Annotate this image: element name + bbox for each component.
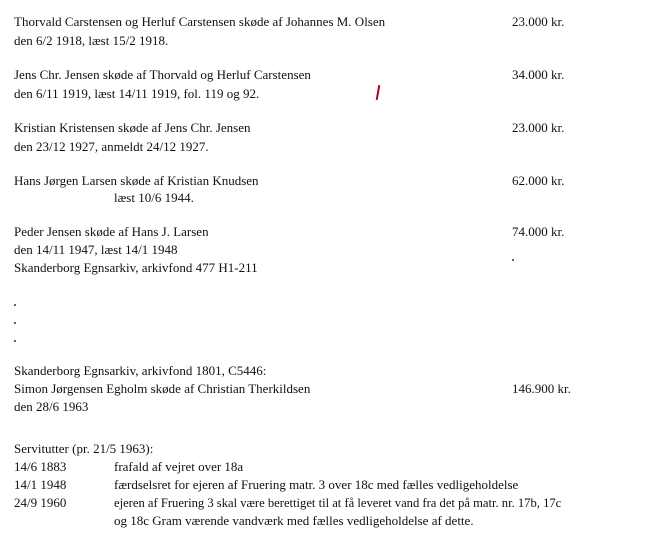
entry-2-amount: 34.000 kr. [512,67,565,82]
handwritten-tick-mark [376,85,381,100]
entry-5-line-1: Peder Jensen skøde af Hans J. Larsen [14,224,209,239]
entry-3-amount: 23.000 kr. [512,120,565,135]
servitut-1-date: 14/6 1883 [14,459,67,474]
servitut-1-text: frafald af vejret over 18a [114,459,244,474]
entry-5-line-2: den 14/11 1947, læst 14/1 1948 [14,242,178,257]
servitut-2-text: færdselsret for ejeren af Fruering matr. 3 over 18c med fælles vedligeholdelse [114,477,519,492]
entry-3-line-1: Kristian Kristensen skøde af Jens Chr. Jensen [14,120,251,135]
ellipsis-dot [14,304,16,306]
entry-4-line-1: Hans Jørgen Larsen skøde af Kristian Knudsen [14,173,259,188]
entry-6-line-3: den 28/6 1963 [14,399,89,414]
entry-4-line-2: læst 10/6 1944. [114,190,194,205]
entry-1-line-2: den 6/2 1918, læst 15/2 1918. [14,33,169,48]
entry-5-amount: 74.000 kr. [512,224,565,239]
entry-6-amount: 146.900 kr. [512,381,571,396]
servitut-3-date: 24/9 1960 [14,495,67,510]
entry-2-line-2: den 6/11 1919, læst 14/11 1919, fol. 119 og 92. [14,86,260,101]
entry-6-line-1: Skanderborg Egnsarkiv, arkivfond 1801, C5446: [14,363,267,378]
servitut-3-text-line-1: ejeren af Fruering 3 skal være berettiget til at få leveret vand fra det på matr. nr. 17b, 17c [114,496,562,510]
entry-3-line-2: den 23/12 1927, anmeldt 24/12 1927. [14,139,209,154]
entry-5-line-3: Skanderborg Egnsarkiv, arkivfond 477 H1-211 [14,260,258,275]
servitut-2-date: 14/1 1948 [14,477,67,492]
entry-1-line-1: Thorvald Carstensen og Herluf Carstensen skøde af Johannes M. Olsen [14,14,386,29]
entry-1-amount: 23.000 kr. [512,14,565,29]
ellipsis-dot [14,340,16,342]
ellipsis-dot [14,322,16,324]
entry-4-amount: 62.000 kr. [512,173,565,188]
servitutter-heading: Servitutter (pr. 21/5 1963): [14,441,154,456]
scan-dot [512,259,514,261]
entry-6-line-2: Simon Jørgensen Egholm skøde af Christian Therkildsen [14,381,311,396]
entry-2-line-1: Jens Chr. Jensen skøde af Thorvald og Herluf Carstensen [14,67,311,82]
servitut-3-text-line-2: og 18c Gram værende vandværk med fælles vedligeholdelse af dette. [114,513,474,528]
